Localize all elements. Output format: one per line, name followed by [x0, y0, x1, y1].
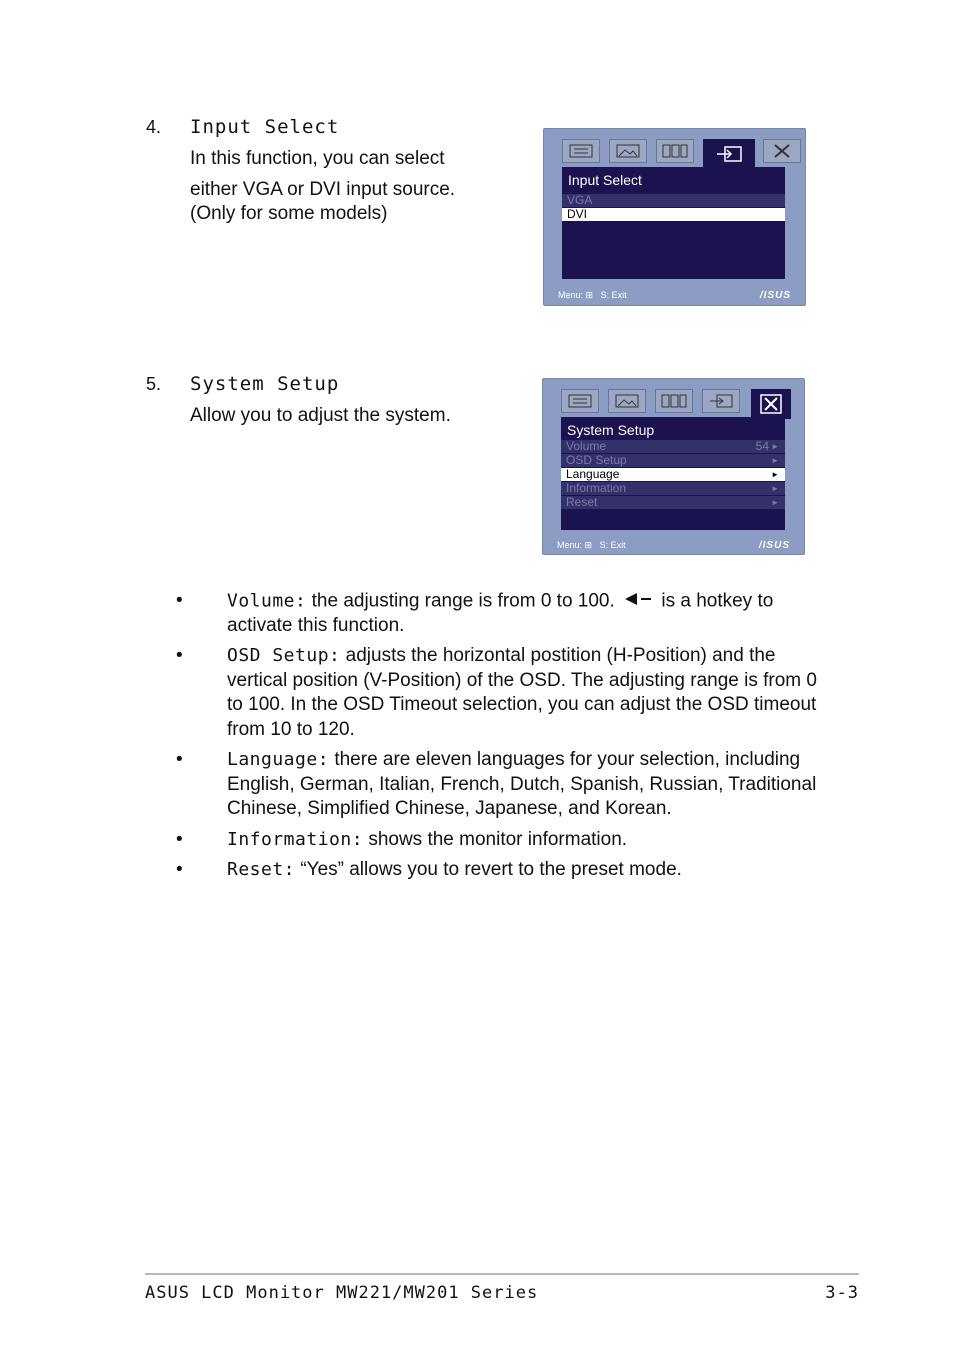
bullet-text: adjusts the horizontal postition (H-Position) and the vertical position (V-Position) of the OSD. The adjusting range is from 0 to 100. In the OSD Timeout selection, you can adjust the OSD timeout from 10 to 120. [227, 645, 817, 740]
bullet-text: the adjusting range is from 0 to 100. [311, 590, 615, 612]
section-4-line-1: In this function, you can select [190, 148, 445, 169]
system-setup-tab-icon [763, 139, 801, 163]
bullet-osd-setup [176, 644, 826, 742]
arrow-right-icon: ► [771, 498, 779, 507]
bullet-dot: • [176, 590, 183, 611]
bullet-term: Language: [227, 749, 330, 771]
osd-system-title: System Setup [567, 422, 655, 438]
osd-system-item-language[interactable] [561, 468, 785, 481]
asus-logo: /ISUS [758, 540, 790, 551]
osd-item-label: Information [566, 481, 627, 495]
bullet-dot: • [176, 859, 183, 881]
input-select-tab-icon [703, 139, 755, 169]
osd-item-label: OSD Setup [566, 453, 627, 467]
osd-system-footer [557, 540, 790, 551]
osd-system-item-reset[interactable] [561, 496, 785, 509]
section-4-number: 4. [146, 117, 162, 137]
osd-input-item-dvi[interactable] [562, 208, 785, 221]
footer-menu-label: Menu: [558, 290, 584, 300]
bullet-term: OSD Setup: [227, 645, 341, 667]
bullet-term: Information: [227, 828, 364, 850]
osd-system-item-information[interactable] [561, 482, 785, 495]
bullet-volume [176, 589, 826, 638]
section-5-number: 5. [146, 374, 162, 394]
system-setup-tab-icon [751, 389, 791, 419]
osd-system-setup-panel [542, 378, 805, 555]
arrow-right-icon: ► [771, 484, 779, 493]
input-select-tab-icon [702, 389, 740, 413]
osd-item-label: VGA [567, 193, 593, 207]
splendid-tab-icon [561, 389, 599, 413]
osd-item-label: DVI [567, 207, 588, 221]
bullet-dot: • [176, 828, 183, 850]
osd-input-footer [558, 290, 791, 301]
bullet-information [176, 828, 826, 853]
section-4-title: Input Select [190, 116, 340, 138]
osd-system-item-osd-setup[interactable] [561, 454, 785, 467]
section-5-title: System Setup [190, 373, 340, 395]
footer-divider [145, 1273, 859, 1275]
section-4-line-3: (Only for some models) [190, 203, 388, 224]
color-tab-icon [656, 139, 694, 163]
bullet-reset [176, 858, 826, 883]
osd-system-screen [561, 417, 785, 530]
osd-input-title: Input Select [568, 172, 642, 188]
bullet-text: “Yes” allows you to revert to the preset mode. [300, 859, 682, 881]
menu-button-icon: ⊞ [584, 540, 593, 550]
menu-button-icon: ⊞ [585, 290, 594, 300]
asus-logo: /ISUS [759, 290, 791, 301]
footer-product-name: ASUS LCD Monitor MW221/MW201 Series [145, 1283, 539, 1303]
bullet-text-cont: is a hotkey to activate this function. [227, 590, 774, 636]
osd-item-label: Volume [566, 439, 607, 453]
image-tab-icon [609, 139, 647, 163]
osd-input-screen [562, 167, 785, 279]
bullet-text: shows the monitor information. [368, 828, 628, 850]
bullet-term: Volume: [227, 590, 307, 612]
bullet-term: Reset: [227, 859, 296, 881]
osd-system-item-volume[interactable] [561, 440, 785, 453]
splendid-tab-icon [562, 139, 600, 163]
arrow-right-icon: ► [771, 456, 779, 465]
arrow-right-icon: ► [771, 470, 779, 479]
section-5-line-1: Allow you to adjust the system. [190, 405, 451, 426]
bullet-language [176, 748, 826, 822]
color-tab-icon [655, 389, 693, 413]
osd-input-select-panel [543, 128, 806, 306]
footer-exit-label: S: Exit [600, 290, 627, 300]
bullet-dot: • [176, 749, 183, 771]
osd-item-label: Reset [566, 495, 598, 509]
bullet-text: there are eleven languages for your selection, including English, German, Italian, French, Dutch, Spanish, Russian, Traditional Chinese, Simplified Chinese, Japanese, and Korean. [227, 749, 817, 820]
osd-item-value: 54 [755, 439, 769, 453]
footer-menu-label: Menu: [557, 540, 583, 550]
bullet-dot: • [176, 645, 183, 667]
osd-input-item-vga[interactable] [562, 194, 785, 207]
section-4-line-2: either VGA or DVI input source. [190, 179, 456, 200]
footer-exit-label: S: Exit [599, 540, 626, 550]
image-tab-icon [608, 389, 646, 413]
footer-page-number: 3-3 [825, 1283, 859, 1303]
osd-item-label: Language [566, 467, 620, 481]
left-arrow-minus-icon [623, 589, 653, 614]
arrow-right-icon: ► [771, 442, 779, 451]
system-setup-bullets [176, 589, 826, 889]
